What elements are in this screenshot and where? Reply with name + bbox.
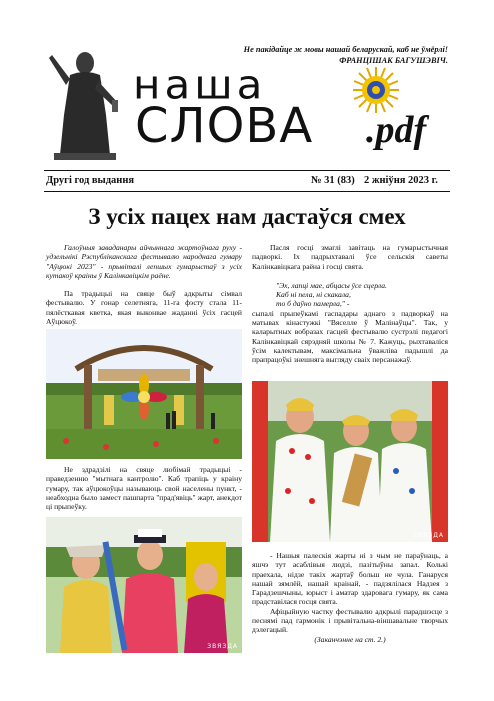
article-lead: Галоўныя заваданары айчыннага жартоўнага руху - удзельнікі Рэспубліканскага фестывалю народнага гумару "Аўцюкі 2023" - прывіталі лепшых гумарыстаў з усіх кутакоў краіны ў Калінкавіцкім раёне. — [46, 243, 242, 280]
right-column-top — [252, 243, 448, 365]
right-column-bottom — [252, 551, 448, 644]
left-column-top — [46, 243, 242, 326]
issue-year-label: Другі год выдання — [46, 175, 135, 186]
festival-symbol-photo — [46, 329, 242, 459]
costumed-guests-photo — [46, 517, 242, 653]
sun-emblem-icon — [352, 66, 400, 114]
photo-watermark: ЗВЯЗДА — [207, 643, 238, 650]
continued-note: (Заканчэнне на ст. 2.) — [314, 634, 386, 644]
paragraph-1: Па традыцыі на свяце быў адкрыты сімвал фестывалю. У гонар селетняга, 11-га фэсту стала 11-пялёсткавая кветка, якая выконвае жаданні ўсіх гасцей Аўцюкоў. — [46, 289, 242, 327]
issue-bar-top-rule — [44, 170, 450, 171]
motto-author: ФРАНЦІШАК БАГУШЭВІЧ. — [339, 56, 448, 65]
poem-line-3: то б даўно памерла," - — [276, 299, 350, 309]
poem-line-1: "Эх, лапці мае, абцасы ўсе сцерла. — [276, 280, 387, 290]
poem-line-2: Каб ні пела, ні скакала, — [276, 290, 351, 300]
paragraph-5: - Нашыя палескія жарты ні з чым не параўнаць, а яшчэ тут асаблівыя людзі, пазітыўны запал. Колькі праехала, нідзе такіх жартаў больш не чула. Ганаруся нашай зямлёй, нашай краінай, - падзялілася Надзея з Гарадзешчыны, юрыст і аматар здаровага гумару, як сама прадставілася госця свята. — [252, 551, 448, 607]
monument-statue-image — [40, 45, 130, 160]
paragraph-3: Пасля госці змаглі завітаць на гумарыстычная падворкі. Іх падрыхтавалі ўсе сельскія саветы Калінкавіцкага раёна і госці свята. — [252, 243, 448, 271]
issue-date: 2 жніўня 2023 г. — [364, 175, 438, 186]
paragraph-6: Афіцыйную частку фестывалю адкрылі парадшэсце з песнямі пад гармонік і прывітальна-віншавальне творчых дэлегацый. — [252, 606, 448, 635]
issue-number: № 31 (83) — [311, 175, 355, 186]
issue-bar-bottom-rule — [44, 191, 450, 192]
article-headline: З усіх пацех нам дастаўся смех — [88, 204, 406, 229]
left-column-middle — [46, 465, 242, 511]
logo-pdf-suffix: .pdf — [366, 109, 427, 151]
paragraph-4: сыпалі прыпеўкамі гаспадары аднаго з падворкаў на матывах кінастужкі "Вяселле ў Малінаўцы". Так, у каларытных вобразах гасцей фестывалю сустрэлі педагогі Калінкавіцкай сярэдняй школы № 7. Кажуць, рыхтаваліся ўсім калектывам, максімальна ўважліва падышлі да прапрацоўкі знешняга выгляду сваіх персанажаў. — [252, 308, 448, 365]
logo-word-slova: СЛОВА — [135, 98, 314, 154]
motto-quote: Не пакідайце ж мовы нашай беларускай, каб не ўмёрлі! — [243, 45, 448, 54]
paragraph-2: Не здрадзілі на свяце любімай традыцыі - праведзенню "мытнага кантролю". Каб трапіць у краіну гумару, так аўцюкоўцы называюць свой населены пункт, - неабходна было замест пашпарта "прад'явіць" жарт, анекдот ці прыпеўку. — [46, 465, 242, 512]
logo-word-nasha: наша — [133, 61, 267, 108]
photo-watermark-2: ЗВЯЗДА — [413, 532, 444, 539]
folk-costume-women-photo — [252, 381, 448, 542]
